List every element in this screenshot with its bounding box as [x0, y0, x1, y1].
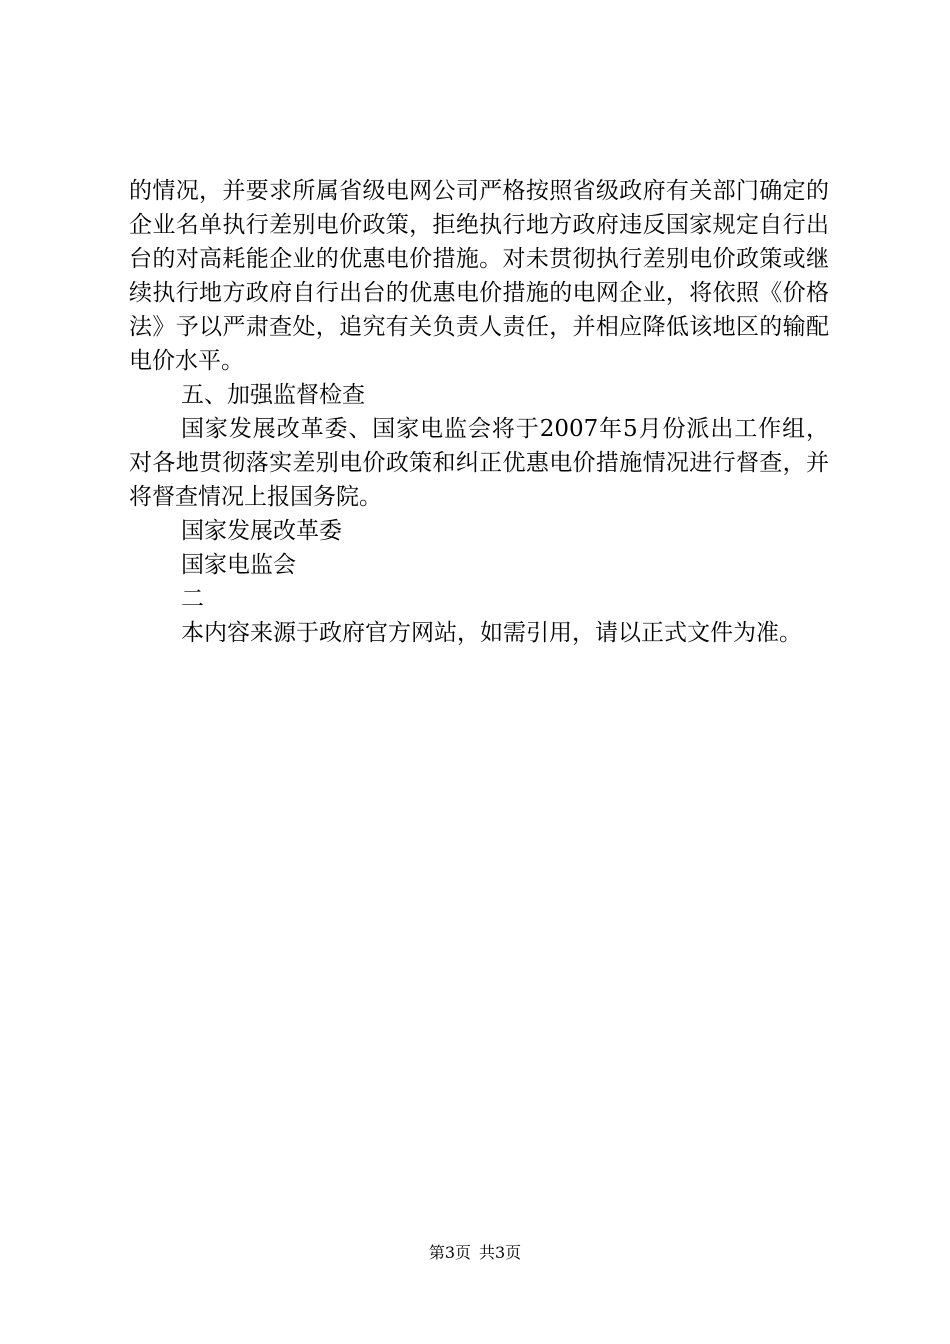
- page-footer: [0, 1242, 950, 1264]
- signatory-ndrc: 国家发展改革委: [181, 518, 342, 544]
- signatory-serc: 国家电监会: [181, 552, 296, 578]
- source-notice: 本内容来源于政府官方网站，如需引用，请以正式文件为准。: [181, 620, 802, 646]
- document-body: [129, 174, 829, 650]
- section-marker: 二: [181, 586, 204, 612]
- paragraph-continuation: 的情况，并要求所属省级电网公司严格按照省级政府有关部门确定的企业名单执行差别电价政策，拒绝执行地方政府违反国家规定自行出台的对高耗能企业的优惠电价措施。对未贯彻执行差别电价政策或继续执行地方政府自行出台的优惠电价措施的电网企业，将依照《价格法》予以严肃查处，追究有关负责人责任，并相应降低该地区的输配电价水平。: [129, 178, 829, 374]
- page-number: 第3页: [428, 1243, 471, 1262]
- paragraph-inspection: 国家发展改革委、国家电监会将于2007年5月份派出工作组，对各地贯彻落实差别电价政策和纠正优惠电价措施情况进行督查，并将督查情况上报国务院。: [129, 416, 829, 510]
- page-total: 共3页: [479, 1243, 522, 1262]
- section-heading: 五、加强监督检查: [181, 382, 365, 408]
